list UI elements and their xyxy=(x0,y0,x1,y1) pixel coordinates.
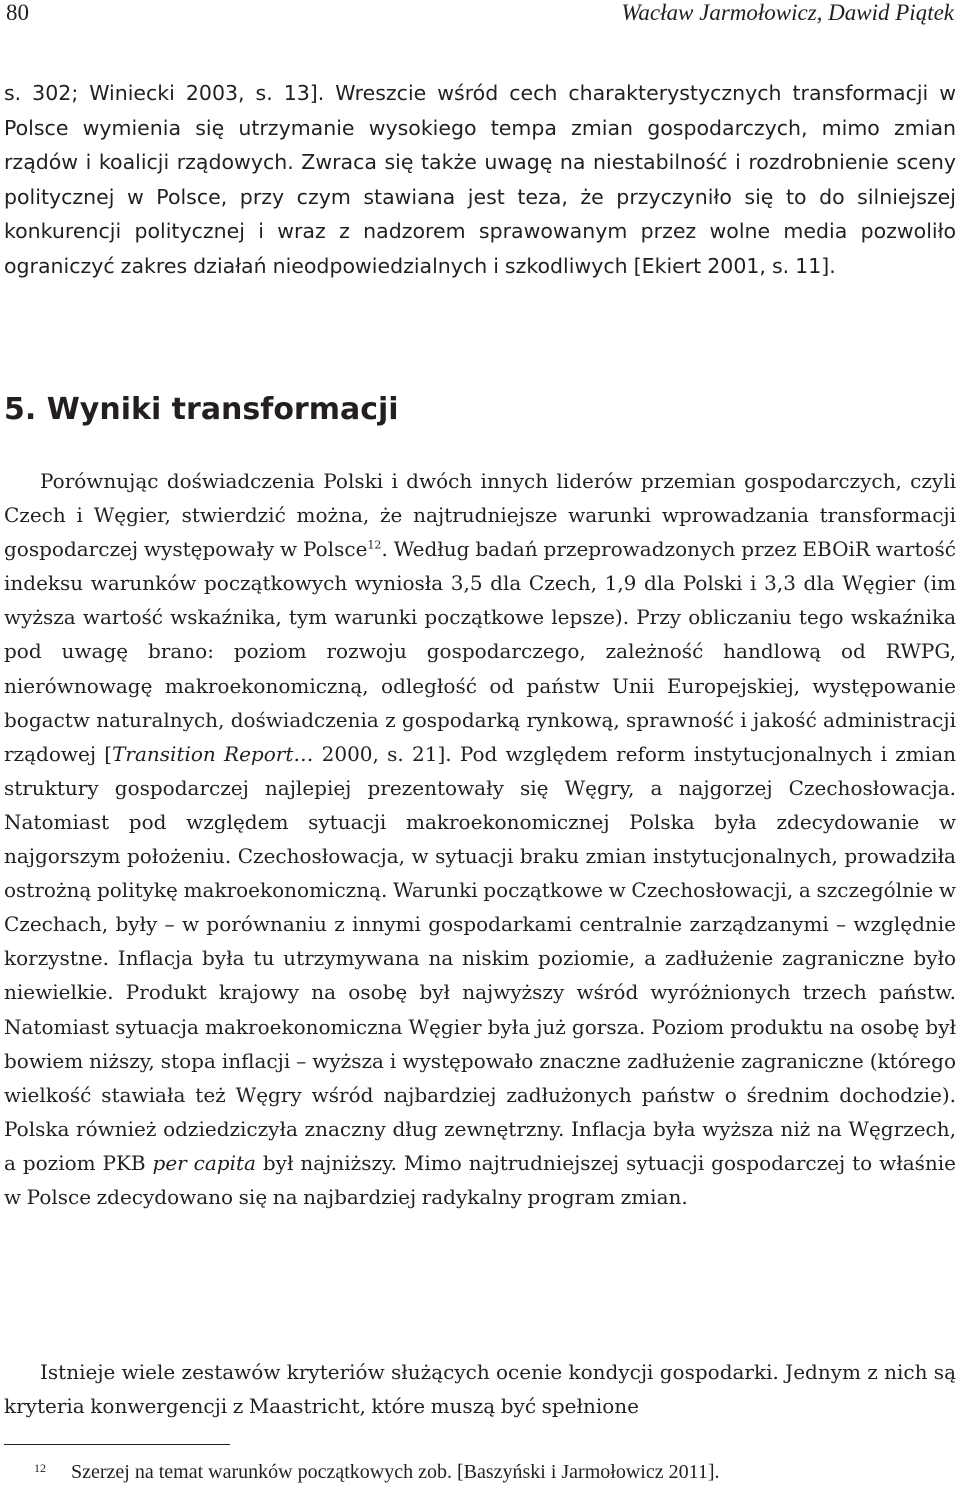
footnote-number: 12 xyxy=(34,1461,46,1475)
paragraph-text: Porównując doświadczenia Polski i dwóch innych liderów przemian gospodarczych, czyli Czech i Węgier, stwierdzić można, że najtrudniejsze warunki wprowadzania transformacji gospodarczej występowały w Polsce xyxy=(4,469,956,562)
citation-title: Transition Report… xyxy=(112,741,314,766)
body-paragraph-criteria: Istnieje wiele zestawów kryteriów służących ocenie kondycji gospodarki. Jednym z nich są kryteria konwergencji z Maastricht, które muszą być spełnione xyxy=(4,1360,956,1419)
italic-term: per capita xyxy=(152,1150,256,1175)
body-paragraph-results xyxy=(4,464,956,1214)
body-paragraph-continued: s. 302; Winiecki 2003, s. 13]. Wreszcie wśród cech charakterystycznych transformacji w Polsce wymienia się utrzymanie wysokiego tempa zmian gospodarczych, mimo zmian rządów i koalicji rządowych. Zwraca się także uwagę na niestabilność i rozdrobnienie sceny politycznej w Polsce, przy czym stawiana jest teza, że przyczyniło się to do silniejszej konkurencji politycznej i wraz z nadzorem sprawowanym przez wolne media pozwoliło ograniczyć zakres działań nieodpowiedzialnych i szkodliwych [Ekiert 2001, s. 11]. xyxy=(4,81,956,278)
paragraph-text: . Według badań przeprowadzonych przez EBOiR wartość indeksu warunków początkowych wyniosła 3,5 dla Czech, 1,9 dla Polski i 3,3 dla Węgier (im wyższa wartość wskaźnika, tym warunki początkowe lepsze). Przy obliczaniu tego wskaźnika pod uwagę brano: poziom rozwoju gospodarczego, zależność handlową od RWPG, nierównowagę makroekonomiczną, odległość od państw Unii Europejskiej, występowanie bogactw naturalnych, doświadczenia z gospodarką rynkową, sprawność i jakość administracji rządowej [ xyxy=(4,537,956,766)
footnote-reference: 12 xyxy=(367,538,382,552)
header-authors: Wacław Jarmołowicz, Dawid Piątek xyxy=(621,0,954,25)
footnote-text: Szerzej na temat warunków początkowych zob. [Baszyński i Jarmołowicz 2011]. xyxy=(71,1461,720,1483)
running-header xyxy=(6,0,954,30)
paragraph-text: był najniższy. Mimo najtrudniejszej sytuacji gospodarczej to właśnie w Polsce zdecydowano się na najbardziej radykalny program zmian. xyxy=(4,1150,956,1209)
page-number: 80 xyxy=(6,0,29,25)
section-heading: 5. Wyniki transformacji xyxy=(4,392,399,427)
paragraph-text: 2000, s. 21]. Pod względem reform instytucjonalnych i zmian struktury gospodarczej najlepiej prezentowały się Węgry, a najgorzej Czechosłowacja. Natomiast pod względem sytuacji makroekonomicznej Polska była zdecydowanie w najgorszym położeniu. Czechosłowacja, w sytuacji braku zmian instytucjonalnych, prowadziła ostrożną politykę makroekonomiczną. Warunki początkowe w Czechosłowacji, a szczególnie w Czechach, były – w porównaniu z innymi gospodarkami centralnie zarządzanymi – względnie korzystne. Inflacja była tu utrzymywana na niskim poziomie, a zadłużenie zagraniczne było niewielkie. Produkt krajowy na osobę był najwyższy wśród wyróżnionych trzech państw. Natomiast sytuacja makroekonomiczna Węgier była już gorsza. Poziom produktu na osobę był bowiem niższy, stopa inflacji – wyższa i występowało znaczne zadłużenie zagraniczne (którego wielkość stawiała też Węgry wśród najbardziej zadłużonych państw o średnim dochodzie). Polska również odziedziczyła znaczny dług zewnętrzny. Inflacja była wyższa niż na Węgrzech, a poziom PKB xyxy=(4,741,956,1175)
footnote-divider xyxy=(4,1444,230,1445)
